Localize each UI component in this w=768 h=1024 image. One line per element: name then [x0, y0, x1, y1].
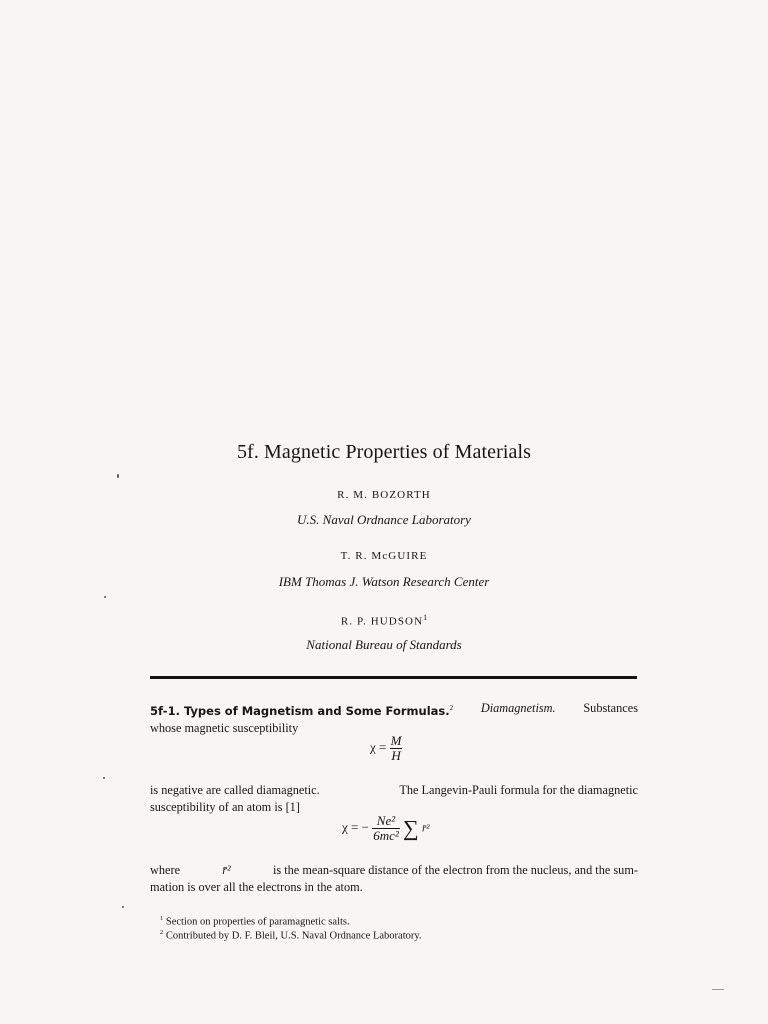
- diamagnetism-term: Diamagnetism.: [480, 701, 556, 715]
- langevin-pauli-formula: χ = − $\frac{\text{Ne²}}{\text{6mc²}}$ ∑ r̄²: [342, 813, 430, 843]
- author-affiliation-2: IBM Thomas J. Watson Research Center: [278, 574, 490, 589]
- scan-speck: [122, 906, 124, 908]
- section-paragraph-2: [150, 782, 638, 816]
- scan-speck: [712, 989, 724, 990]
- author-name-3: R. P. HUDSON$^1$: [340, 613, 428, 628]
- fraction: $\frac{\text{Ne²}}{\text{6mc²}}$: [373, 813, 399, 843]
- fraction: $\frac{M}{H}$: [390, 733, 402, 763]
- footnote-1: $^1$ Section on properties of paramagnetic salts.: [160, 915, 350, 928]
- paragraph-line: 5f-1. Types of Magnetism and Some Formulas.$^2$ Diamagnetism. Substances: [150, 701, 638, 719]
- scan-speck: [104, 596, 106, 598]
- section-heading: 5f-1. Types of Magnetism and Some Formulas.: [150, 704, 450, 719]
- author-affiliation-1: U.S. Naval Ordnance Laboratory: [297, 512, 471, 527]
- susceptibility-formula: χ = $\frac{M}{H}$: [370, 733, 402, 763]
- author-name-2: T. R. McGUIRE: [340, 550, 428, 562]
- footnote-2: $^2$ Contributed by D. F. Bleil, U.S. Naval Ordnance Laboratory.: [160, 929, 422, 942]
- summation-sign: ∑: [403, 815, 419, 841]
- paragraph-line: where r̄² is the mean-square distance of the electron from the nucleus, and the sum-: [150, 863, 638, 877]
- author-name-1: R. M. BOZORTH: [337, 489, 431, 501]
- author-affiliation-3: National Bureau of Standards: [306, 637, 462, 652]
- heading-footnote-mark: 2: [449, 704, 454, 712]
- scan-speck: [103, 777, 105, 779]
- section-paragraph-3: [150, 862, 638, 896]
- paragraph-line: susceptibility of an atom is [1]: [150, 800, 300, 814]
- paragraph-line: is negative are called diamagnetic. The Langevin-Pauli formula for the diamagnetic: [150, 783, 638, 797]
- author-footnote-mark: 1: [423, 613, 428, 622]
- chapter-title: 5f. Magnetic Properties of Materials: [236, 441, 532, 463]
- paragraph-line: mation is over all the electrons in the atom.: [150, 880, 363, 894]
- section-paragraph-1: [150, 700, 638, 737]
- scan-speck: [117, 474, 119, 478]
- title-rule: [150, 676, 637, 679]
- paragraph-line: whose magnetic susceptibility: [150, 721, 299, 736]
